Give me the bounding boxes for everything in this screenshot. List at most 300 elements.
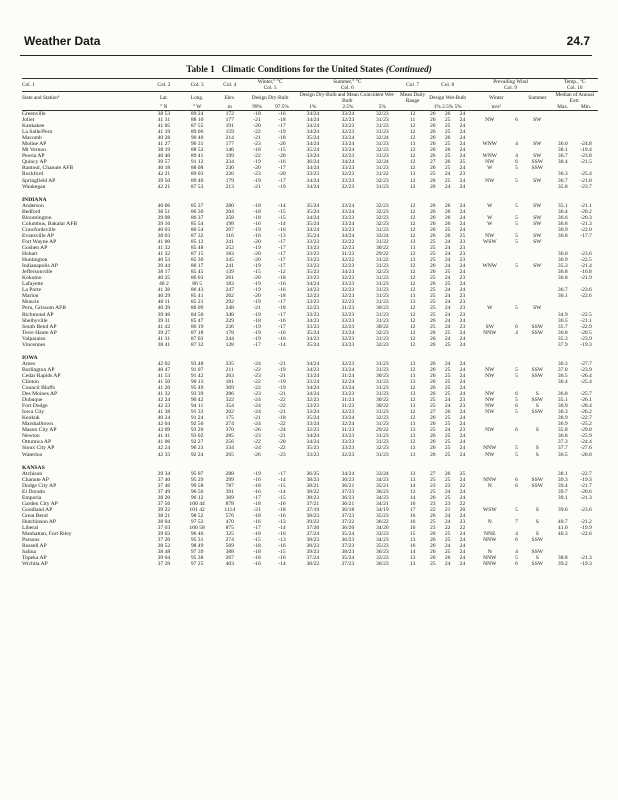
cell: 13 [409,427,416,434]
cell: 31/23 [375,366,389,373]
cell: 14 [409,549,416,556]
cell: 34/24 [306,281,320,288]
cell: -20.5 [580,329,592,336]
cell: 25 [444,153,451,160]
cell: 42 24 [157,445,171,452]
cell: 36/23 [341,537,355,544]
cell: -15 [278,147,286,154]
cell: 23 [459,244,466,251]
cell: 16 [409,525,416,532]
cell: 26 [429,123,436,130]
cell: 31/24 [341,372,355,379]
cell: -18 [253,543,261,550]
cell: 181 [225,378,234,385]
cell: 26 [444,220,451,227]
cell: -16 [278,111,286,117]
cell: 183 [225,251,234,258]
cell: 38 53 [157,111,171,117]
cell: 34/24 [306,141,320,148]
cell: 32/23 [341,275,355,282]
cell: 32/23 [341,311,355,318]
cell: 207 [225,226,234,233]
cell: NW [485,451,495,458]
cell: 38 41 [157,341,171,348]
cell: 24 [459,391,466,398]
cell: -20 [278,153,286,160]
cell: 26 [429,494,436,501]
cell: -19.3 [580,561,592,568]
cell: 146 [225,147,234,154]
cell: 13 [409,403,416,410]
cell: 32/23 [341,287,355,294]
cell: 33/23 [341,281,355,288]
station-name: Huntington [22,257,48,264]
cell: 85 21 [190,299,204,306]
cell: 101 42 [189,506,205,513]
cell: W [487,220,493,227]
cell: -23.6 [580,287,592,294]
cell: 26 [429,135,436,142]
cell: 88 52 [190,147,204,154]
station-name: Macomb [22,135,42,142]
station-name: Ottumwa AP [22,439,52,446]
cell: -20.2 [580,208,592,215]
cell: WNW [482,263,498,270]
station-name: Garden City AP [22,500,58,507]
cell: 33/24 [306,378,320,385]
cell: 31/23 [375,421,389,428]
cell: 24 [459,117,466,124]
daily-range-heading: Mean Daily Range [400,92,426,104]
cell: 32/23 [306,293,320,300]
cell: 40 2 [158,281,169,288]
cell: 35/24 [341,555,355,562]
cell: -21 [253,415,261,422]
cell: 32/23 [341,244,355,251]
cell: 25 [429,311,436,318]
cell: 33/24 [341,208,355,215]
cell: 25 [444,531,451,538]
cell: 97 25 [190,561,204,568]
cell: -28.8 [580,451,592,458]
station-name: Hutchinson AP [22,519,57,525]
cell: 40 39 [157,305,171,312]
cell: 35/24 [306,135,320,142]
cell: 569 [225,543,234,550]
cell: -20 [253,257,261,264]
cell: 98 49 [190,543,204,550]
cell: 229 [225,317,234,324]
long-heading: Long. [190,95,204,101]
cell: 36.8 [557,329,568,336]
cell: 85 48 [190,244,204,251]
cell: 40 29 [157,293,171,300]
cell: -24.4 [580,439,592,446]
cell: 34/23 [306,366,320,373]
cell: 35/23 [375,543,389,550]
station-name: Peoria AP [22,153,45,160]
cell: 39/23 [306,549,320,556]
cell: 33/24 [341,147,355,154]
cell: 33/24 [341,220,355,227]
cell: -23 [253,372,261,379]
cell: 31/23 [375,129,389,136]
station-name: Chanute AP [22,476,49,483]
cell: 31/23 [375,123,389,130]
cell: 34/23 [306,335,320,342]
cell: -19.9 [580,525,592,532]
cell: 31/23 [375,311,389,318]
cell: NNW [483,537,497,544]
cell: S [535,427,539,434]
cell: -18 [253,208,261,215]
summer-heading: Summer,° °C Col. 6 [333,79,362,91]
cell: 24 [444,299,451,306]
cell: 12 [409,439,416,446]
cell: 23 [459,171,466,178]
cell: -22.6 [580,531,592,538]
cell: 41 41 [157,433,171,440]
cell: 35/23 [306,269,320,276]
cell: 37/23 [341,561,355,568]
cell: 32/24 [375,159,389,166]
cell: 90 42 [190,397,204,404]
cell: 89 03 [190,171,204,178]
cell: 335 [225,360,234,367]
cell: SSW [531,323,544,330]
cell: -12 [278,269,286,276]
cell: -21 [278,391,286,398]
cell: 24 [459,366,466,373]
cell: 13 [409,378,416,385]
station-name: Newton [22,433,40,440]
cell: 39 57 [157,159,171,166]
cell: 274 [225,537,234,544]
cell: 91 33 [190,409,204,416]
cell: 12 [409,385,416,392]
cell: -26 [253,451,261,458]
cell: 23 [444,500,451,507]
cell: 226 [225,171,234,178]
cell: 31/23 [375,293,389,300]
cell: 87 32 [190,232,204,239]
page-number: 24.7 [566,34,590,48]
cell: SSW [531,537,544,544]
cell: -22.5 [580,311,592,318]
cell: 13 [409,360,416,367]
cell: 24 [444,543,451,550]
cell: 24 [459,202,466,209]
cell: 89 40 [190,177,204,184]
cell: SW [533,117,542,124]
cell: 36.9 [557,226,568,233]
cell: SSW [531,561,544,568]
cell: 39 03 [157,531,171,538]
cell: NW [485,366,495,373]
cell: 13 [409,445,416,452]
cell: 30/22 [375,397,389,404]
cell: 84 50 [190,311,204,318]
cell: -16 [278,317,286,324]
cell: 40 11 [157,299,171,306]
cell: 24 [459,360,466,367]
cell: 34/24 [306,177,320,184]
station-name: Cedar Rapids AP [22,372,61,379]
cell: 24 [459,135,466,142]
cell: SSW [531,159,544,166]
cell: 24 [459,476,466,483]
cell: 26 [429,329,436,336]
cell: 32/23 [341,171,355,178]
cell: 41 31 [157,117,171,124]
cell: -17 [278,244,286,251]
cell: 34/23 [306,287,320,294]
cell: 40 53 [157,257,171,264]
cell: 33/23 [341,214,355,221]
cell: -26.2 [580,409,592,416]
cell: -27.6 [580,445,592,452]
cell: -19 [253,287,261,294]
col4-heading: Col. 4 [223,82,237,88]
cell: 13 [409,244,416,251]
cell: 24 [444,335,451,342]
cell: 24 [459,123,466,130]
cell: 25 [429,427,436,434]
cell: 25 [444,439,451,446]
cell: 12 [409,415,416,422]
station-name: Clinton [22,378,39,385]
cell: 24 [459,317,466,324]
cell: 26 [429,555,436,562]
cell: 5 [515,214,518,221]
cell: 38 19 [157,147,171,154]
cell: -21 [278,372,286,379]
cell: 38.8 [557,555,568,562]
cell: -25.4 [580,378,592,385]
cell: 25 [429,171,436,178]
cell: 41 50 [157,378,171,385]
cell: 95 49 [190,385,204,392]
cell: 24 [444,171,451,178]
cell: 13 [409,488,416,495]
cell: -21 [253,305,261,312]
cell: 25 [444,141,451,148]
cell: -22 [278,445,286,452]
cell: N [487,549,492,556]
cell: 31/23 [375,360,389,367]
cell: 31/23 [375,391,389,398]
station-name: Joliet [22,117,35,124]
cell: 214 [225,135,234,142]
cell: 32/23 [375,208,389,215]
cell: -18 [253,214,261,221]
cell: 32/23 [375,341,389,348]
winter-975-heading: 97.5% [275,104,289,110]
cell: 85 12 [190,238,204,245]
cell: 348 [225,311,234,318]
cell: 25 [444,366,451,373]
cell: 87 18 [190,329,204,336]
station-name: Lafayette [22,281,44,288]
station-name: Kokomo [22,275,42,282]
station-name: Topeka AP [22,555,47,562]
cell: 13 [409,561,416,568]
climate-table [22,78,598,567]
cell: 36.7 [557,153,568,160]
table-label: Table 1 [186,64,215,74]
station-name: Bloomington [22,214,52,221]
cell: 33/23 [341,341,355,348]
cell: 34/24 [306,165,320,172]
cell: -23.9 [580,335,592,342]
cell: 98 52 [190,512,204,519]
cell: 25 [429,397,436,404]
cell: 292 [225,299,234,306]
cell: -21.3 [580,220,592,227]
cell: 34/23 [375,476,389,483]
cell: 34/24 [306,385,320,392]
cell: 36.3 [557,409,568,416]
cell: 322 [225,397,234,404]
cell: -26.4 [580,372,592,379]
cell: -18 [278,117,286,124]
cell: 26 [429,360,436,367]
cell: 32/23 [341,360,355,367]
cell: 5 [515,372,518,379]
cell: 25 [444,378,451,385]
cell: 24 [459,415,466,422]
cell: -26 [253,427,261,434]
cell: 12 [409,226,416,233]
cell: 202 [225,409,234,416]
cell: 32/23 [306,427,320,434]
cell: 470 [225,519,234,525]
cell: 38/22 [306,561,320,568]
cell: -24 [253,360,261,367]
cell: 116 [225,232,234,239]
cell: 12 [409,220,416,227]
cell: -16 [253,488,261,495]
cell: 29/22 [375,427,389,434]
cell: WNW [482,153,498,160]
cell: 178 [225,329,234,336]
cell: 13 [409,293,416,300]
cell: 23 [459,257,466,264]
cell: 24 [444,244,451,251]
cell: 40 47 [157,366,171,373]
cell: 35/24 [306,202,320,209]
cell: 91 42 [190,372,204,379]
cell: 31/23 [375,439,389,446]
cell: 24 [444,360,451,367]
cell: 23 [459,293,466,300]
cell: S [535,403,539,410]
cell: -14 [278,561,286,568]
cell: 95 38 [190,555,204,562]
cell: 26 [429,141,436,148]
cell: -14 [278,476,286,483]
cell: 26 [429,537,436,544]
cell: 25 [429,519,436,525]
cell: 35/24 [306,232,320,239]
cell: 24 [459,372,466,379]
cell: 89 24 [190,111,204,117]
cell: 32/23 [375,220,389,227]
cell: -16 [278,335,286,342]
cell: 267 [225,555,234,562]
cell: 159 [225,129,234,136]
cell: -18 [253,147,261,154]
station-name: Dubuque [22,397,43,404]
cell: -20 [253,275,261,282]
cell: 87 53 [190,183,204,190]
cell: N [487,519,492,525]
cell: -18 [253,555,261,562]
cell: 26 [444,409,451,416]
cell: 33/23 [306,263,320,270]
cell: -20 [278,439,286,446]
cell: 5 [515,451,518,458]
cell: 38/21 [306,482,320,489]
cell: 25 [444,549,451,556]
cell: 24 [444,305,451,312]
cell: 96 12 [190,494,204,501]
cell: 5 [515,506,518,513]
elev-heading: Elev. [224,95,236,101]
cell: 36/23 [375,488,389,495]
cell: 4 [515,141,518,148]
cell: -13 [278,232,286,239]
cell: 37 49 [157,488,171,495]
cell: 24 [459,537,466,544]
cell: -19 [253,244,261,251]
cell: 24 [444,317,451,324]
cell: 13 [409,238,416,245]
cell: 25 [444,385,451,392]
station-name: Valparaiso [22,335,46,342]
cell: 13 [409,299,416,306]
cell: 24 [459,141,466,148]
cell: 14 [409,482,416,489]
cell: 25 [444,433,451,440]
cell: 91 24 [190,415,204,422]
cell: SW [533,220,542,227]
cell: 11 [409,117,416,124]
cell: -28.4 [580,403,592,410]
cell: 31/23 [375,287,389,294]
cell: 86 37 [190,214,204,221]
cell: 24 [459,378,466,385]
cell: 85 47 [190,317,204,324]
cell: 85 54 [190,220,204,227]
cell: 5 [515,220,518,227]
cell: 40 24 [157,415,171,422]
station-name: Mason City AP [22,427,57,434]
cell: -17 [253,341,261,348]
cell: -16 [278,287,286,294]
cell: 16 [409,500,416,507]
cell: 13 [409,257,416,264]
cell: 26 [429,415,436,422]
cell: 35/24 [306,341,320,348]
cell: 24 [444,257,451,264]
cell: 33/23 [341,123,355,130]
cell: 34/21 [375,500,389,507]
cell: 12 [409,251,416,258]
cell: 36.8 [557,269,568,276]
cell: 38 04 [157,519,171,525]
cell: -19 [278,366,286,373]
